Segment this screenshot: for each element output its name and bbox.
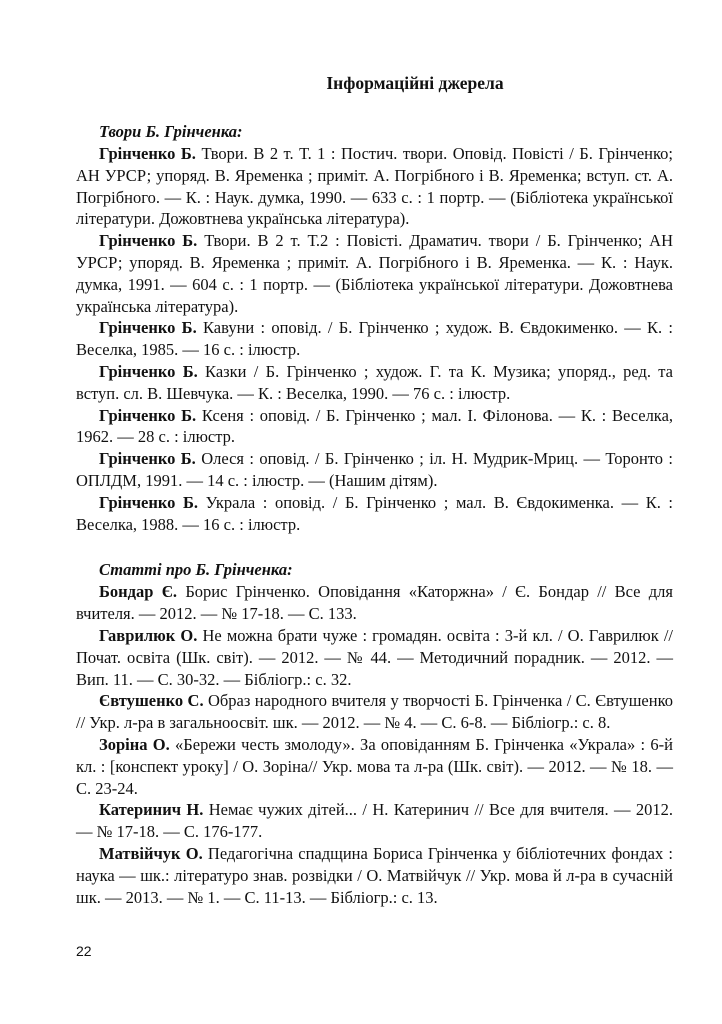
entry-author: Грінченко Б. xyxy=(99,449,196,469)
bibliography-list-articles xyxy=(76,581,674,908)
section-articles xyxy=(76,559,674,908)
entry-author: Гаврилюк О. xyxy=(99,625,198,645)
bibliography-entry xyxy=(76,317,673,361)
entry-text: Олеся : оповід. / Б. Грінченко ; іл. Н. Мудрик-Мриц. — Торонто : ОПЛДМ, 1991. — 14 с. : ілюстр. — (Нашим дітям). xyxy=(76,449,673,490)
page-title: Інформаційні джерела xyxy=(326,73,504,93)
entry-author: Євтушенко С. xyxy=(99,691,204,711)
entry-text: Образ народного вчителя у творчості Б. Грінченка / С. Євтушенко // Укр. л-ра в загальноосвіт. шк. — 2012. — № 4. — С. 6-8. — Бібліогр.: с. 8. xyxy=(76,691,674,733)
bibliography-entry xyxy=(76,492,673,536)
bibliography-entry xyxy=(76,581,673,625)
entry-author: Грінченко Б. xyxy=(99,318,197,338)
entry-text: Не можна брати чуже : громадян. освіта : 3-й кл. / О. Гаврилюк // Почат. освіта (Шк. світ). — 2012. — № 44. — Методичний порадник. — 2012. — Вип. 11. — С. 30-32. — Бібліогр.: с. 32. xyxy=(76,625,673,689)
bibliography-entry xyxy=(76,230,673,317)
entry-text: «Бережи честь змолоду». За оповіданням Б. Грінченка «Украла» : 6-й кл. : [конспект уроку] / О. Зоріна// Укр. мова та л-ра (Шк. світ). — 2012. — № 18. — С. 23-24. xyxy=(76,734,673,798)
bibliography-entry xyxy=(76,143,673,230)
entry-author: Грінченко Б. xyxy=(99,361,198,381)
entry-author: Грінченко Б. xyxy=(99,144,196,163)
entry-author: Бондар Є. xyxy=(99,582,178,602)
entry-author: Грінченко Б. xyxy=(99,405,197,425)
entry-text: Ксеня : оповід. / Б. Грінченко ; мал. І. Філонова. — К. : Веселка, 1962. — 28 с. : ілюстр. xyxy=(76,405,674,447)
section-spacer xyxy=(99,535,673,559)
entry-text: Твори. В 2 т. Т. 1 : Постич. твори. Оповід. Повісті / Б. Грінченко; АН УРСР; упоряд. В. Яременка ; приміт. А. Погрібного і В. Яременка; вступ. ст. А. Погрібного. — К. : Наук. думка, 1990. — 633 с. : 1 портр. — (Бібліотека української літератури. Дожовтнева українська література). xyxy=(76,144,674,229)
entry-text: Борис Грінченко. Оповідання «Каторжна» / Є. Бондар // Все для вчителя. — 2012. — № 17-18. — С. 133. xyxy=(76,582,674,624)
bibliography-entry xyxy=(76,843,673,908)
bibliography-entry xyxy=(76,405,673,449)
entry-text: Педагогічна спадщина Бориса Грінченка у бібліотечних фондах : наука — шк.: літературо знав. розвідки / О. Матвійчук // Укр. мова й л-ра в сучасній шк. — 2013. — № 1. — С. 11-13. — Бібліогр.: с. 13. xyxy=(76,843,673,907)
entry-text: Твори. В 2 т. Т.2 : Повісті. Драматич. твори / Б. Грінченко; АН УРСР; упоряд. В. Яременка ; приміт. А. Погрібного і В. Яременка. — К. : Наук. думка, 1991. — 604 с. : 1 портр. — (Бібліотека української літератури. Дожовтнева українська література). xyxy=(76,231,674,316)
section-works xyxy=(76,121,674,535)
page-number: 22 xyxy=(76,943,92,959)
bibliography-entry xyxy=(76,448,673,492)
entry-author: Грінченко Б. xyxy=(99,231,198,251)
entry-author: Катеринич Н. xyxy=(99,800,204,820)
document-page xyxy=(76,72,674,908)
entry-author: Матвійчук О. xyxy=(99,843,203,863)
bibliography-list-works xyxy=(76,143,674,535)
entry-text: Украла : оповід. / Б. Грінченко ; мал. В. Євдокименка. — К. : Веселка, 1988. — 16 с. : ілюстр. xyxy=(76,492,673,534)
bibliography-entry xyxy=(76,625,673,690)
bibliography-entry xyxy=(76,361,673,405)
section-heading-articles: Статті про Б. Грінченка: xyxy=(99,560,293,580)
entry-text: Кавуни : оповід. / Б. Грінченко ; худож. В. Євдокименко. — К. : Веселка, 1985. — 16 с. : ілюстр. xyxy=(76,318,674,360)
entry-text: Казки / Б. Грінченко ; худож. Г. та К. Музика; упоряд., ред. та вступ. сл. В. Шевчука. — К. : Веселка, 1990. — 76 с. : ілюстр. xyxy=(76,361,674,403)
bibliography-entry xyxy=(76,690,673,734)
section-heading-works: Твори Б. Грінченка: xyxy=(99,122,243,141)
entry-author: Зоріна О. xyxy=(99,734,170,754)
bibliography-entry xyxy=(76,799,673,843)
entry-text: Немає чужих дітей... / Н. Катеринич // Все для вчителя. — 2012. — № 17-18. — С. 176-177. xyxy=(76,800,674,842)
entry-author: Грінченко Б. xyxy=(99,492,199,512)
bibliography-entry xyxy=(76,734,673,799)
